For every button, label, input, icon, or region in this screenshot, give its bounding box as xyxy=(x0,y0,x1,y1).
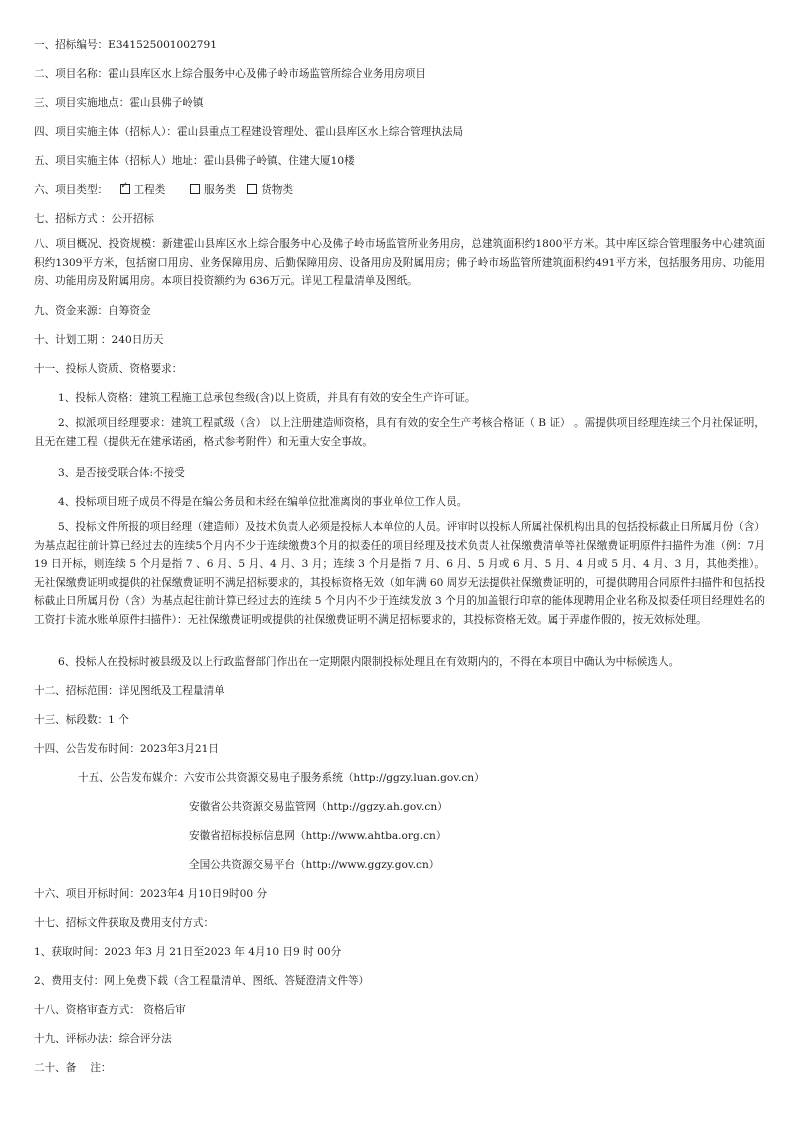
project-type-option-goods: 货物类 xyxy=(261,184,293,196)
tender-number: 一、招标编号：E341525001002791 xyxy=(34,39,217,51)
checkbox-empty-icon xyxy=(190,184,200,194)
publish-time: 十四、公告发布时间：2023年3月21日 xyxy=(34,743,219,755)
qualification-review: 十八、资格审查方式： 资格后审 xyxy=(34,1004,186,1016)
publish-media-national: 全国公共资源交易平台（http://www.ggzy.gov.cn） xyxy=(189,859,440,871)
tender-method: 七、招标方式 ：公开招标 xyxy=(34,213,154,225)
publish-media-ah: 安徽省公共资源交易监管网（http://ggzy.ah.gov.cn） xyxy=(189,801,448,813)
checkbox-checked-icon xyxy=(120,184,130,194)
qualification-item-3: 3、是否接受联合体:不接受 xyxy=(58,467,185,479)
acquisition-time: 1、获取时间：2023 年3 月 21日至2023 年 4月10 日9 时 00分 xyxy=(34,946,342,958)
fund-source: 九、资金来源：自筹资金 xyxy=(34,305,151,317)
lot-count: 十三、标段数：1 个 xyxy=(34,714,129,726)
qualification-item-5: 5、投标文件所报的项目经理（建造师）及技术负责人必须是投标人本单位的人员。评审时以投标人所属社保机构出具的包括投标截止日所属月份（含）为基点起往前计算已经过去的连续5个月内不少于连续缴费3个月的拟委任的项目经理及技术负责人社保缴费清单等社保缴费证明原件扫描件为准（例：7月19 日开标，则连续 5 个月是指 7 、6 月、5 月、4 月、3 月；连续 3 个月是指 7 月、6 月、5 月或 6 月、5 月、4 月或 5 月、4 月、3 月，其他类推）。无社保缴费证明或提供的社保缴费证明不满足招标要求的，其投标资格无效（如年满 60 周岁无法提供社保缴费证明的，可提供聘用合同原件扫描件和包括投标截止日所属月份（含）为基点起往前计算已经过去的连续 5 个月内不少于连续发放 3 个月的加盖银行印章的能体现聘用企业名称及拟委任项目经理姓名的工资打卡流水账单原件扫描件）：无社保缴费证明或提供的社保缴费证明不满足招标要求的，其投标资格无效。属于弄虚作假的，按无效标处理。 xyxy=(34,521,765,626)
qualification-item-6: 6、投标人在投标时被县级及以上行政监督部门作出在一定期限内限制投标处理且在有效期内的，不得在本项目中确认为中标候选人。 xyxy=(58,656,680,668)
checkbox-empty-icon xyxy=(247,184,257,194)
project-type-row xyxy=(34,181,765,199)
fee-payment: 2、费用支付：网上免费下载（含工程量清单、图纸、答疑澄清文件等） xyxy=(34,975,370,987)
qualification-item-1: 1、投标人资格：建筑工程施工总承包叁级(含)以上资质，并具有有效的安全生产许可证。 xyxy=(58,392,476,404)
remarks: 二十、备 注： xyxy=(34,1062,112,1074)
project-name: 二、项目名称：霍山县库区水上综合服务中心及佛子岭市场监管所综合业务用房项目 xyxy=(34,68,426,80)
project-overview: 八、项目概况、投资规模：新建霍山县库区水上综合服务中心及佛子岭市场监管所业务用房，总建筑面积约1800平方米。其中库区综合管理服务中心建筑面积约1309平方米，包括窗口用房、业务保障用房、后勤保障用房、设备用房及附属用房；佛子岭市场监管所建筑面积约491平方米，包括服务用房、功能用房、功能用房及附属用房。本项目投资额约为 636万元。详见工程量清单及图纸。 xyxy=(34,238,765,287)
planned-duration: 十、计划工期 ：240日历天 xyxy=(34,334,164,346)
publish-media-ahtba: 安徽省招标投标信息网（http://www.ahtba.org.cn） xyxy=(189,830,447,842)
project-entity: 四、项目实施主体（招标人）：霍山县重点工程建设管理处、霍山县库区水上综合管理执法局 xyxy=(34,126,464,138)
publish-media: 十五、公告发布媒介：六安市公共资源交易电子服务系统（http://ggzy.luan.gov.cn） xyxy=(78,772,485,784)
opening-time: 十六、项目开标时间：2023年4 月10日9时00 分 xyxy=(34,888,268,900)
evaluation-method: 十九、评标办法：综合评分法 xyxy=(34,1033,172,1045)
qualification-item-2: 2、拟派项目经理要求：建筑工程贰级（含） 以上注册建造师资格，具有有效的安全生产考核合格证（ B 证） 。需提供项目经理连续三个月社保证明，且无在建工程（提供无在建承诺函，格式参考附件）和无重大安全事故。 xyxy=(34,417,765,448)
qualification-heading: 十一、投标人资质、资格要求： xyxy=(34,363,183,375)
project-type-option-service: 服务类 xyxy=(204,184,236,196)
project-entity-address: 五、项目实施主体（招标人）地址：霍山县佛子岭镇、住建大厦10楼 xyxy=(34,155,355,167)
qualification-item-4: 4、投标项目班子成员不得是在编公务员和未经在编单位批准离岗的事业单位工作人员。 xyxy=(58,496,468,508)
project-type-option-engineering: 工程类 xyxy=(133,184,166,196)
document-acquisition-heading: 十七、招标文件获取及费用支付方式： xyxy=(34,917,215,929)
tender-scope: 十二、招标范围：详见图纸及工程量清单 xyxy=(34,685,225,697)
project-location: 三、项目实施地点：霍山县佛子岭镇 xyxy=(34,97,204,109)
project-type-label: 六、项目类型： xyxy=(34,184,109,196)
